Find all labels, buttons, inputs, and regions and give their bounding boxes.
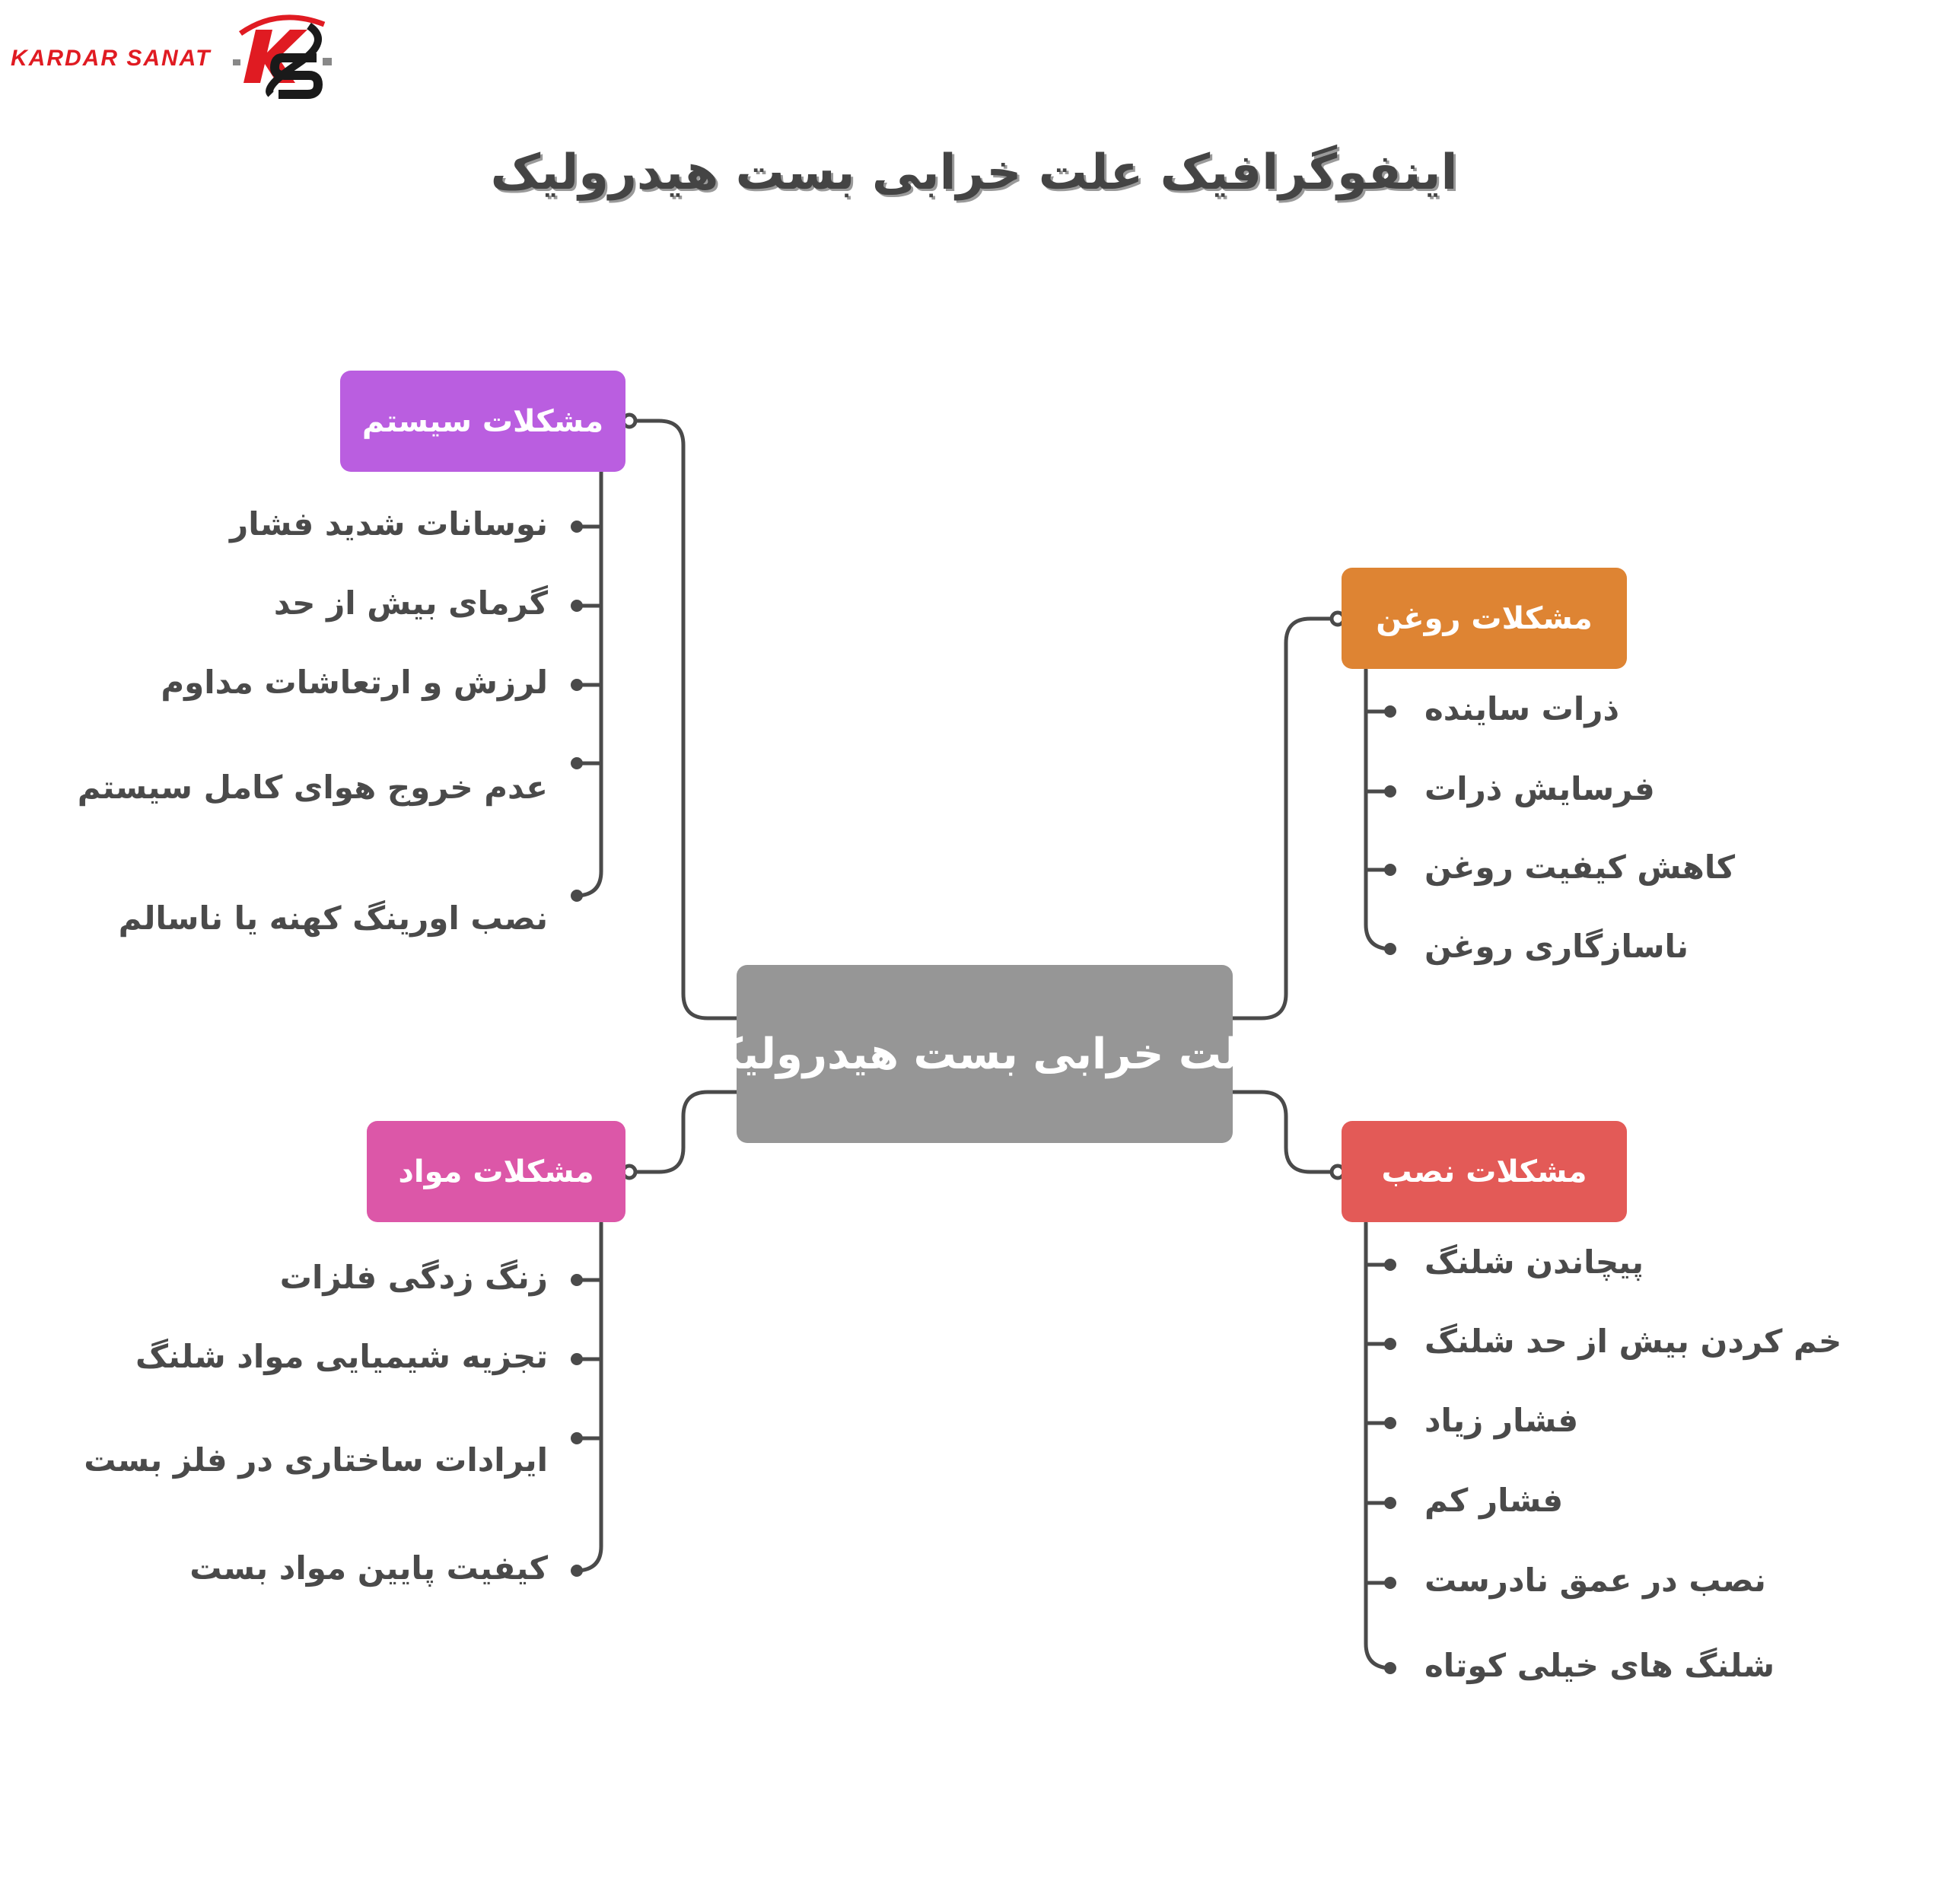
leaf-item: فشار کم — [1424, 1482, 1564, 1519]
category-materials — [367, 1121, 625, 1222]
leaf-item: زنگ زدگی فلزات — [279, 1259, 548, 1296]
category-label: مشکلات روغن — [1376, 600, 1593, 636]
category-oil — [1342, 568, 1627, 669]
leaf-item: نوسانات شدید فشار — [230, 505, 548, 543]
center-node-label: علت خرابی بست هیدرولیک — [699, 1029, 1271, 1079]
category-label: مشکلات مواد — [398, 1154, 594, 1189]
leaf-item: ناسازگاری روغن — [1424, 928, 1689, 965]
leaf-item: ایرادات ساختاری در فلز بست — [84, 1441, 548, 1479]
leaf-item: نصب در عمق نادرست — [1424, 1562, 1766, 1599]
leaf-item: خم کردن بیش از حد شلنگ — [1424, 1323, 1842, 1360]
leaf-item: ذرات ساینده — [1424, 690, 1619, 728]
category-label: مشکلات سیستم — [361, 403, 604, 439]
leaf-item: لرزش و ارتعاشات مداوم — [161, 664, 548, 701]
center-node — [699, 965, 1271, 1143]
leaf-item: تجزیه شیمیایی مواد شلنگ — [135, 1338, 548, 1375]
page-title: اینفوگرافیک علت خرابی بست هیدرولیک — [490, 145, 1458, 201]
leaf-item: کیفیت پایین مواد بست — [189, 1549, 548, 1587]
category-installation — [1342, 1121, 1627, 1222]
category-system — [340, 371, 625, 472]
leaf-item: گرمای بیش از حد — [273, 584, 548, 622]
leaf-item: فشار زیاد — [1424, 1402, 1579, 1439]
leaf-item: شلنگ های خیلی کوتاه — [1424, 1647, 1775, 1684]
leaf-item: پیچاندن شلنگ — [1424, 1243, 1644, 1281]
leaf-item: نصب اورینگ کهنه یا ناسالم — [118, 899, 548, 937]
category-label: مشکلات نصب — [1381, 1154, 1587, 1189]
leaf-item: کاهش کیفیت روغن — [1424, 849, 1736, 886]
logo-wordmark: KARDAR SANAT — [11, 46, 212, 71]
leaf-item: عدم خروج هوای کامل سیستم — [77, 769, 548, 806]
leaf-item: فرسایش ذرات — [1424, 770, 1655, 807]
